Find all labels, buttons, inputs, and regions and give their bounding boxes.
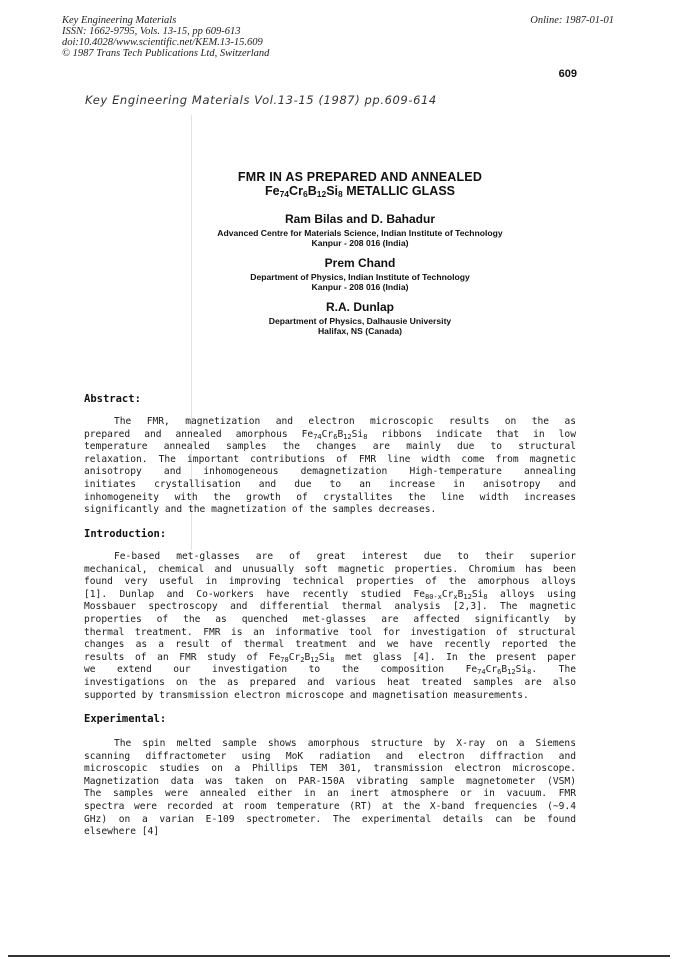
introduction-heading: Introduction: [84,528,167,540]
page-bottom-edge [8,955,670,957]
issn-line: ISSN: 1662-9795, Vols. 13-15, pp 609-613 [62,26,241,37]
text-line: elsewhere [4] [84,826,160,838]
text-line: The spin melted sample shows amorphous structure by X-ray on a Siemens [114,738,576,749]
title-suffix: METALLIC GLASS [342,184,455,198]
affiliation-line: Advanced Centre for Materials Science, Indian Institute of Technology [217,228,503,238]
text-line: Mossbauer spectroscopy and differential thermal analysis [2,3]. The magnetic [84,601,576,613]
author-names: Ram Bilas and D. Bahadur [284,212,436,226]
author-names: Prem Chand [324,256,396,270]
text-line: spectra were recorded at room temperature (RT) at the X-band frequencies (~9.4 [84,800,576,812]
text-line: temperature annealed samples the changes are mainly due to structural [84,441,576,453]
text-line: anisotropy and inhomogeneous demagnetization High-temperature annealing [84,466,576,478]
text-line: The samples were annealed either in an inert atmosphere or in vacuum. FMR [84,788,576,800]
journal-metadata [62,15,392,59]
text-line: changes as a result of thermal treatment and we have recently reported the [84,639,576,651]
abstract-paragraph [84,416,576,517]
text-line: scanning diffractometer using MoK radiation and electron diffraction and [84,750,576,762]
text-line: [1]. Dunlap and Co-workers have recently studied $Fe_{80-x}Cr_xB_{12}Si_8$ alloys using [84,588,576,601]
text-line: supported by transmission electron microscope and magnetisation measurements. [84,689,529,701]
experimental-heading: Experimental: [84,713,167,725]
author-names: R.A. Dunlap [326,300,394,314]
text-line: GHz) on a varian E-109 spectrometer. The experimental details can be found [84,813,576,825]
affiliation-line: Department of Physics, Indian Institute of Technology [250,272,470,282]
affiliation-address: Kanpur - 208 016 (India) [311,282,409,292]
text-line: results of an FMR study of $Fe_{78}Cr_2B_{12}Si_8$ met glass [4]. In the present paper [84,651,576,664]
text-line: Magnetization data was taken on PAR-150A vibrating sample magnetometer (VSM) [84,775,576,787]
page-number: 609 [558,68,577,80]
introduction-paragraph [84,551,576,702]
text-line: prepared and annealed amorphous $Fe_{74}Cr_6B_{12}Si_8$ ribbons indicate that in low [84,428,576,441]
experimental-paragraph [84,738,576,839]
text-line: investigations on the as prepared and various heat treated samples are also [84,676,576,688]
text-line: thermal treatment. FMR is an informative tool for investigation of structural [84,626,576,638]
text-line: we extend our investigation to the composition $Fe_{74}Cr_6B_{12}Si_8$. The [84,664,576,677]
doi-link[interactable]: doi:10.4028/www.scientific.net/KEM.13-15.609 [62,37,263,48]
text-line: initiates crystallisation and due to an increase in anisotropy and [84,478,576,490]
paper-title-formula: $Fe_{74}Cr_6B_{12}Si_8$ METALLIC GLASS [264,184,455,199]
text-line: The FMR, magnetization and electron microscopic results on the as [114,416,576,427]
text-line: found very useful in improving technical properties of the amorphous alloys [84,576,576,588]
text-line: microscopic studies on a Phillips TEM 301, transmission electron microscope. [84,763,576,775]
text-line: mechanical, chemical and unusually soft magnetic properties. Chromium has been [84,563,576,575]
affiliation-address: Halifax, NS (Canada) [317,326,403,336]
text-line: Fe-based met-glasses are of great interest due to their superior [114,551,576,562]
text-line: inhomogeneity with the growth of crystallites the line width increases [84,491,576,503]
abstract-heading: Abstract: [84,393,141,405]
copyright-line: © 1987 Trans Tech Publications Ltd, Switzerland [62,48,270,59]
text-line: relaxation. The important contributions of FMR line width come from magnetic [84,453,576,465]
journal-citation: Key Engineering Materials Vol.13-15 (1987) pp.609-614 [85,93,437,107]
journal-name: Key Engineering Materials [62,15,177,26]
paper-title: FMR IN AS PREPARED AND ANNEALED [237,170,483,184]
text-line: significantly and the magnetization of the samples decreases. [84,504,437,516]
affiliation-address: Kanpur - 208 016 (India) [311,238,409,248]
text-line: properties of the as quenched met-glasses are affected significantly by [84,613,576,625]
online-date: Online: 1987-01-01 [530,15,614,26]
affiliation-line: Department of Physics, Dalhausie University [268,316,452,326]
